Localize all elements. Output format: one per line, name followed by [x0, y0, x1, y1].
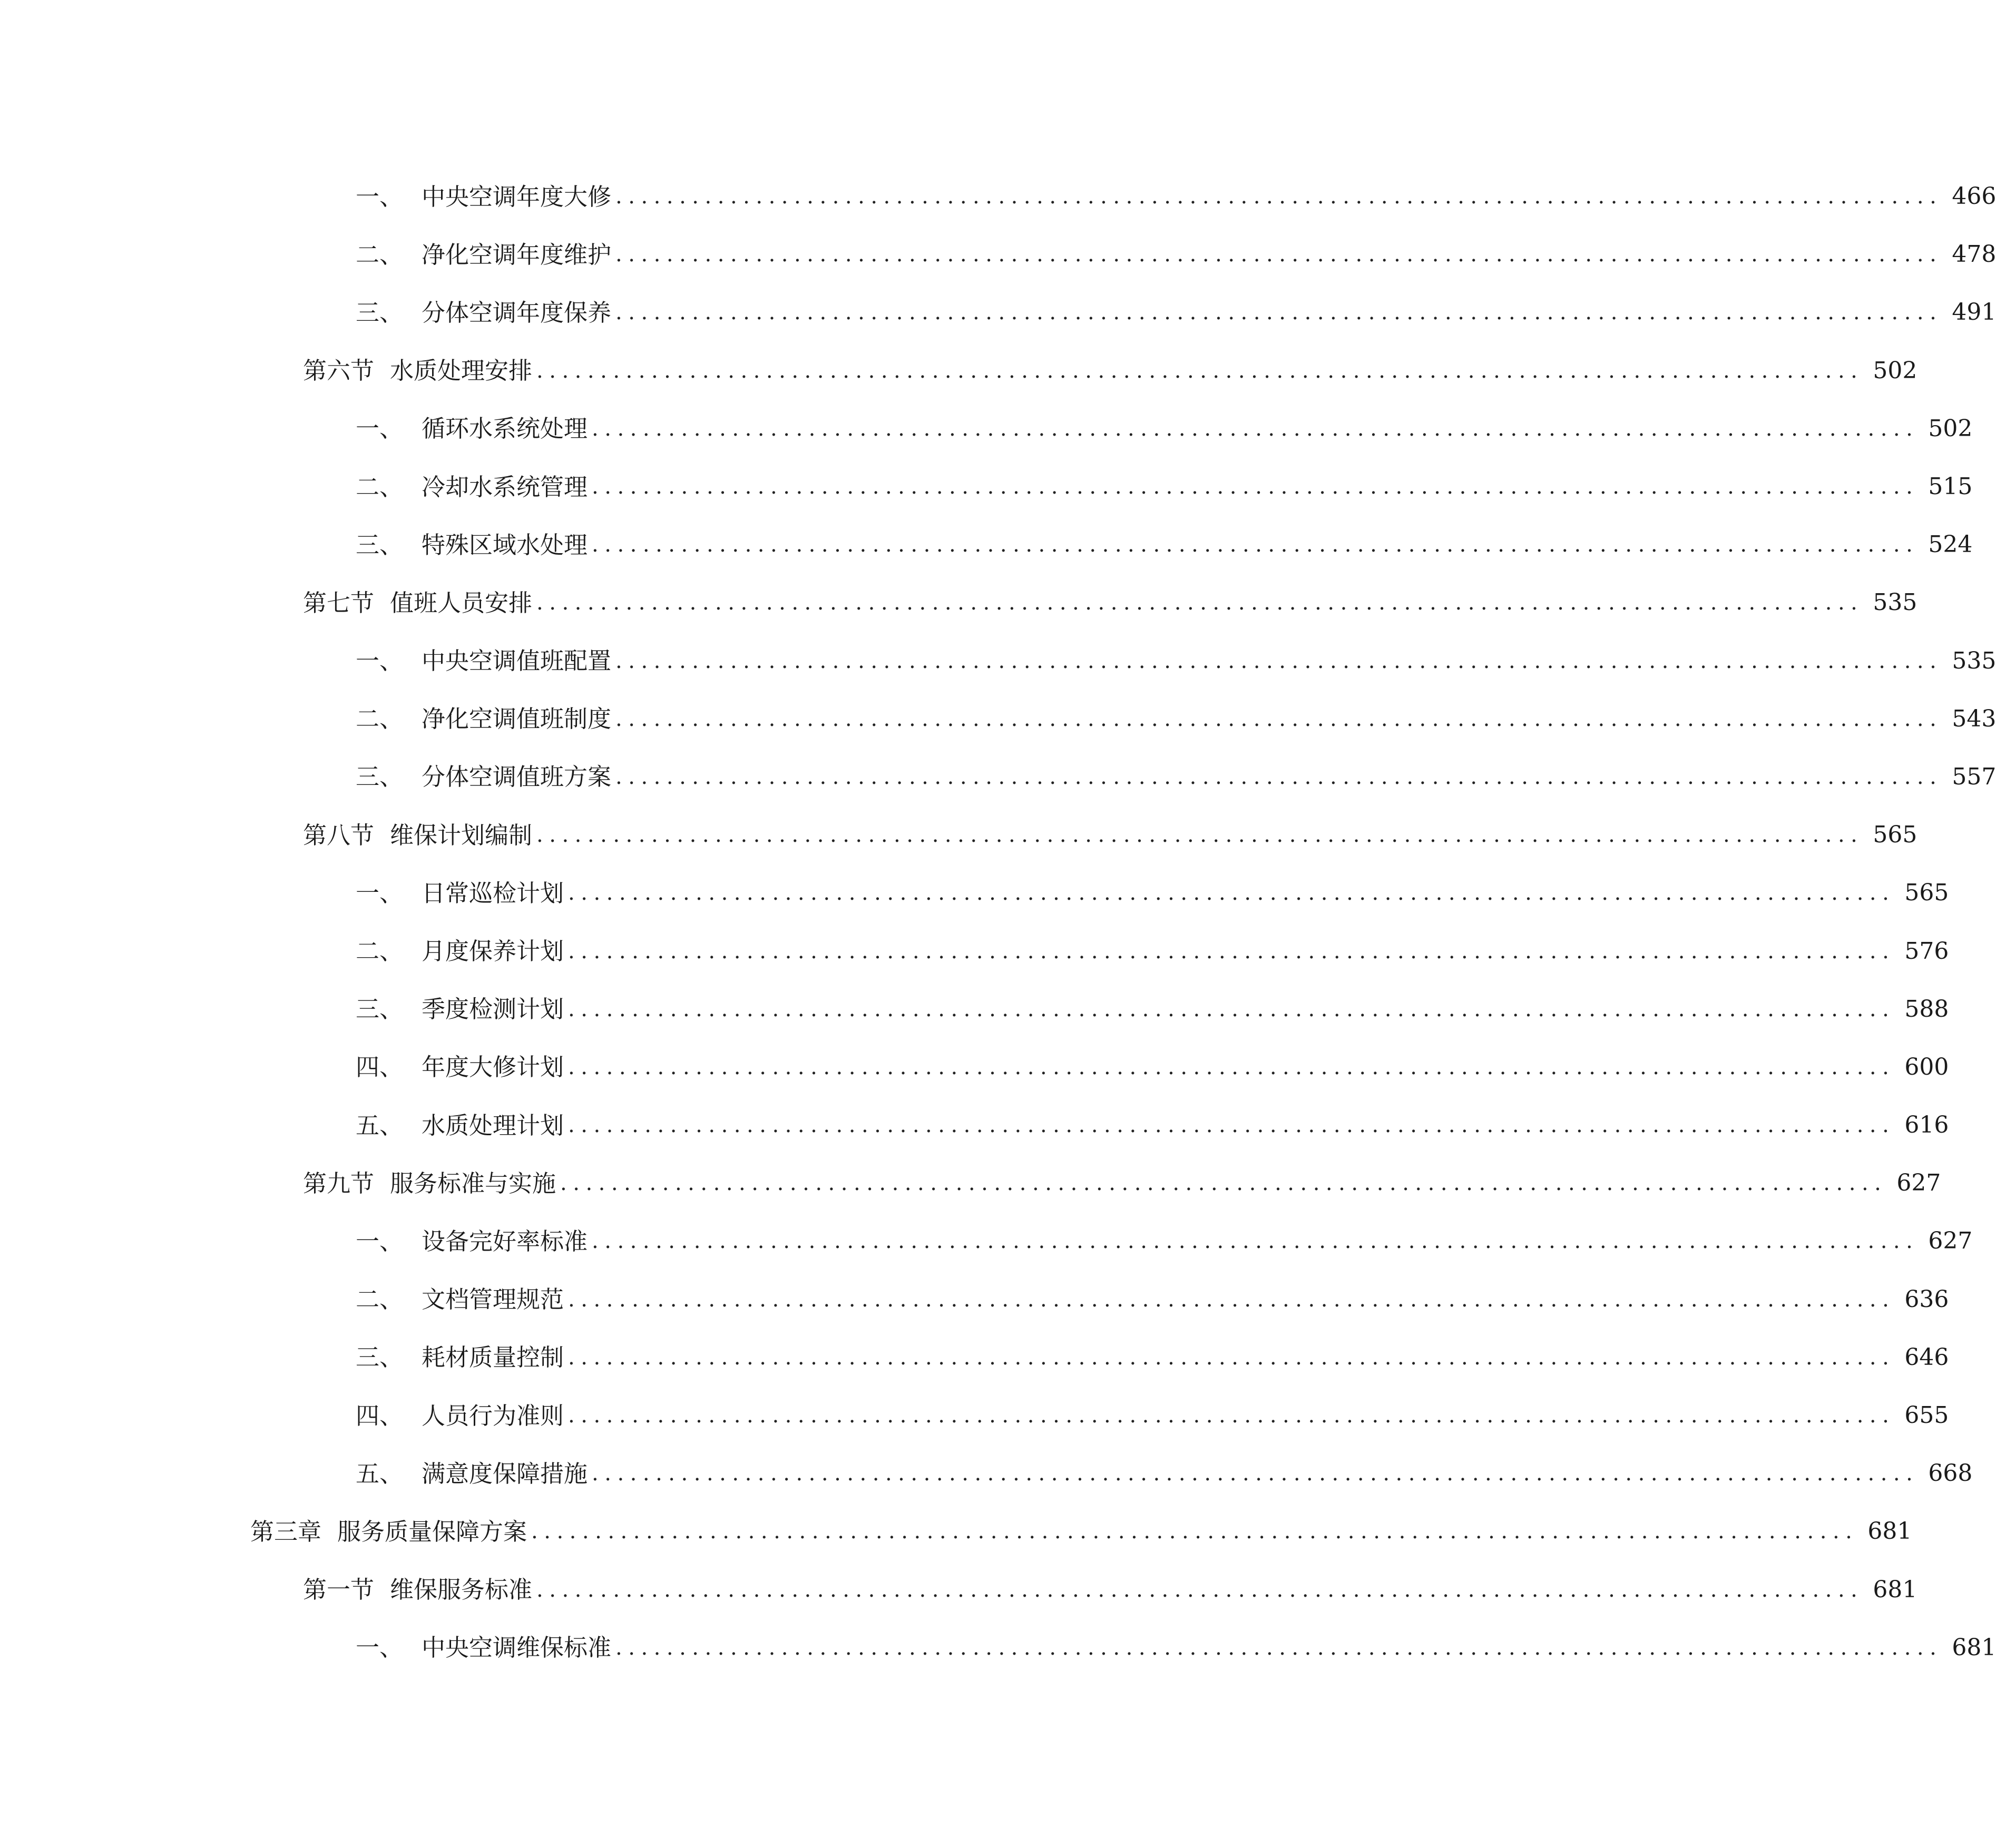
toc-entry-label	[303, 1169, 556, 1197]
dot-leader: ........................................................................................................	[531, 1519, 1858, 1544]
toc-entry-label	[356, 182, 612, 211]
toc-entry-label	[356, 240, 612, 269]
toc-entry-title: 季度检测计划	[422, 995, 564, 1024]
toc-entry[interactable]	[0, 168, 1996, 225]
toc-entry-number: 第三章	[250, 1517, 322, 1546]
toc-entry-title: 服务标准与实施	[390, 1169, 556, 1197]
toc-entry-title: 维保服务标准	[390, 1576, 533, 1604]
dot-leader: ........................................................................................................	[568, 1287, 1895, 1312]
toc-entry-number: 二、	[356, 1285, 404, 1314]
toc-entry[interactable]	[0, 1096, 1949, 1154]
toc-entry-label	[356, 530, 588, 559]
toc-entry-title: 循环水系统处理	[422, 415, 588, 443]
toc-entry[interactable]	[0, 458, 1973, 516]
toc-entry-title: 净化空调值班制度	[422, 705, 612, 733]
dot-leader: ........................................................................................................	[592, 475, 1919, 499]
toc-entry-title: 中央空调维保标准	[422, 1634, 612, 1662]
dot-leader: ........................................................................................................	[592, 1229, 1919, 1254]
toc-entry-number: 二、	[356, 240, 404, 269]
toc-entry-number: 一、	[356, 879, 404, 907]
toc-entry[interactable]	[0, 1561, 1917, 1619]
toc-entry-title: 分体空调年度保养	[422, 298, 612, 327]
toc-entry[interactable]	[0, 1502, 1912, 1560]
table-of-contents	[0, 168, 1996, 1677]
toc-entry[interactable]	[0, 1154, 1941, 1212]
dot-leader: ........................................................................................................	[560, 1171, 1887, 1196]
toc-entry-label	[356, 1053, 564, 1082]
toc-entry-number: 五、	[356, 1111, 404, 1139]
dot-leader: ........................................................................................................	[568, 939, 1895, 964]
toc-entry-title: 月度保养计划	[422, 937, 564, 966]
toc-entry[interactable]	[0, 1212, 1973, 1270]
toc-entry-number: 五、	[356, 1459, 404, 1488]
toc-entry-title: 冷却水系统管理	[422, 473, 588, 501]
toc-entry-label	[356, 1343, 564, 1372]
toc-entry-title: 中央空调年度大修	[422, 182, 612, 211]
toc-entry-number: 四、	[356, 1401, 404, 1430]
toc-entry[interactable]	[0, 1619, 1996, 1677]
dot-leader: ........................................................................................................	[568, 881, 1895, 906]
toc-entry-title: 年度大修计划	[422, 1053, 564, 1082]
toc-entry-page-number: 557	[1952, 763, 1996, 790]
toc-entry-number: 一、	[356, 647, 404, 675]
toc-entry-label	[356, 475, 588, 499]
toc-entry-page-number: 535	[1952, 647, 1996, 674]
toc-entry-page-number: 681	[1873, 1576, 1917, 1603]
toc-entry-page-number: 515	[1928, 473, 1973, 500]
dot-leader: ........................................................................................................	[536, 1577, 1864, 1602]
toc-entry-page-number: 646	[1904, 1343, 1949, 1371]
toc-entry-page-number: 655	[1904, 1402, 1949, 1429]
toc-entry-page-number: 502	[1873, 357, 1917, 384]
dot-leader: ........................................................................................................	[615, 1635, 1943, 1660]
toc-entry-number: 第七节	[303, 588, 375, 617]
toc-entry[interactable]	[0, 632, 1996, 690]
toc-entry-page-number: 524	[1928, 531, 1973, 558]
toc-entry-title: 维保计划编制	[390, 821, 533, 849]
dot-leader: ........................................................................................................	[615, 648, 1943, 673]
toc-entry-number: 第八节	[303, 821, 375, 849]
dot-leader: ........................................................................................................	[536, 591, 1864, 615]
toc-entry-label	[356, 1401, 564, 1430]
dot-leader: ........................................................................................................	[568, 1403, 1895, 1428]
toc-entry-page-number: 681	[1867, 1518, 1912, 1545]
toc-entry-title: 特殊区域水处理	[422, 530, 588, 559]
toc-entry-number: 二、	[356, 473, 404, 501]
toc-entry-title: 中央空调值班配置	[422, 647, 612, 675]
toc-entry-page-number: 636	[1904, 1285, 1949, 1313]
toc-entry-label	[356, 1285, 564, 1314]
toc-entry[interactable]	[0, 806, 1917, 864]
toc-entry-title: 耗材质量控制	[422, 1343, 564, 1372]
toc-entry[interactable]	[0, 400, 1973, 458]
toc-entry[interactable]	[0, 342, 1917, 400]
toc-entry-label	[303, 588, 533, 617]
toc-entry-label	[303, 823, 532, 847]
toc-entry-page-number: 565	[1873, 821, 1917, 849]
toc-entry-number: 第一节	[303, 1576, 375, 1604]
toc-entry[interactable]	[0, 516, 1973, 574]
toc-entry-title: 水质处理安排	[390, 357, 533, 385]
toc-entry-label	[356, 1227, 588, 1255]
toc-entry-number: 三、	[356, 530, 404, 559]
toc-entry-number: 第六节	[303, 357, 375, 385]
toc-entry[interactable]	[0, 283, 1996, 341]
toc-entry-title: 设备完好率标准	[422, 1227, 588, 1255]
toc-entry-label	[356, 995, 564, 1024]
dot-leader: ........................................................................................................	[615, 706, 1943, 731]
toc-entry-page-number: 466	[1952, 183, 1996, 210]
toc-entry-page-number: 668	[1928, 1460, 1973, 1487]
toc-entry-number: 三、	[356, 995, 404, 1024]
toc-entry-page-number: 502	[1928, 415, 1973, 442]
toc-entry-label	[356, 1459, 588, 1488]
dot-leader: ........................................................................................................	[592, 533, 1919, 557]
dot-leader: ........................................................................................................	[615, 300, 1943, 325]
dot-leader: ........................................................................................................	[615, 184, 1943, 209]
dot-leader: ........................................................................................................	[615, 242, 1943, 267]
dot-leader: ........................................................................................................	[536, 358, 1864, 383]
toc-entry-label	[250, 1517, 527, 1546]
toc-entry-number: 二、	[356, 937, 404, 966]
toc-entry-label	[303, 357, 533, 385]
toc-entry[interactable]	[0, 748, 1996, 806]
toc-entry-number: 三、	[356, 298, 404, 327]
toc-entry-label	[356, 298, 612, 327]
toc-entry-title: 水质处理计划	[422, 1111, 564, 1139]
toc-entry-label	[303, 1576, 533, 1604]
toc-entry-number: 一、	[356, 1227, 404, 1255]
toc-entry-number: 四、	[356, 1053, 404, 1082]
dot-leader: ........................................................................................................	[592, 416, 1919, 441]
toc-entry-title: 文档管理规范	[422, 1285, 564, 1314]
toc-entry-page-number: 600	[1904, 1053, 1949, 1080]
dot-leader: ........................................................................................................	[536, 823, 1864, 848]
toc-entry-title: 分体空调值班方案	[422, 763, 612, 791]
toc-entry-label	[356, 765, 611, 789]
toc-entry[interactable]	[0, 1329, 1949, 1387]
toc-entry-label	[356, 415, 588, 443]
dot-leader: ........................................................................................................	[592, 1461, 1919, 1486]
toc-entry[interactable]	[0, 1444, 1973, 1502]
toc-entry-number: 二、	[356, 705, 404, 733]
toc-entry-page-number: 478	[1952, 241, 1996, 268]
dot-leader: ........................................................................................................	[615, 764, 1943, 789]
toc-entry-number: 三、	[356, 1343, 404, 1372]
toc-entry-title: 日常巡检计划	[422, 879, 564, 907]
toc-entry[interactable]	[0, 225, 1996, 283]
toc-entry-page-number: 627	[1896, 1169, 1941, 1197]
toc-entry[interactable]	[0, 574, 1917, 632]
dot-leader: ........................................................................................................	[568, 1113, 1895, 1138]
toc-entry-page-number: 576	[1904, 937, 1949, 965]
toc-entry-label	[356, 937, 564, 966]
toc-entry[interactable]	[0, 1387, 1949, 1444]
toc-entry-number: 三、	[356, 763, 404, 791]
toc-entry[interactable]	[0, 690, 1996, 748]
toc-entry-label	[356, 1634, 612, 1662]
dot-leader: ........................................................................................................	[568, 1055, 1895, 1079]
toc-entry-number: 一、	[356, 1634, 404, 1662]
toc-entry-label	[356, 707, 611, 731]
toc-entry-page-number: 616	[1904, 1112, 1949, 1139]
toc-entry[interactable]	[0, 922, 1949, 980]
toc-entry-number: 一、	[356, 415, 404, 443]
toc-entry-page-number: 491	[1952, 299, 1996, 326]
toc-entry-page-number: 588	[1904, 995, 1949, 1023]
toc-entry-page-number: 565	[1904, 879, 1949, 907]
toc-entry-page-number: 681	[1952, 1634, 1996, 1661]
toc-entry[interactable]	[0, 864, 1949, 922]
dot-leader: ........................................................................................................	[568, 1345, 1895, 1370]
toc-entry-label	[356, 881, 564, 905]
toc-entry[interactable]	[0, 1038, 1949, 1096]
toc-entry-title: 值班人员安排	[390, 588, 533, 617]
toc-entry-title: 满意度保障措施	[422, 1459, 588, 1488]
toc-entry-number: 一、	[356, 182, 404, 211]
toc-entry-label	[356, 1111, 564, 1139]
toc-entry-title: 净化空调年度维护	[422, 240, 612, 269]
toc-entry-title: 人员行为准则	[422, 1401, 564, 1430]
toc-entry-page-number: 543	[1952, 705, 1996, 732]
toc-entry-page-number: 535	[1873, 589, 1917, 616]
toc-entry-page-number: 627	[1928, 1227, 1973, 1255]
toc-entry-number: 第九节	[303, 1169, 375, 1197]
toc-entry[interactable]	[0, 1271, 1949, 1329]
toc-entry[interactable]	[0, 980, 1949, 1038]
toc-entry-label	[356, 649, 611, 673]
toc-entry-title: 服务质量保障方案	[337, 1517, 527, 1546]
dot-leader: ........................................................................................................	[568, 997, 1895, 1021]
